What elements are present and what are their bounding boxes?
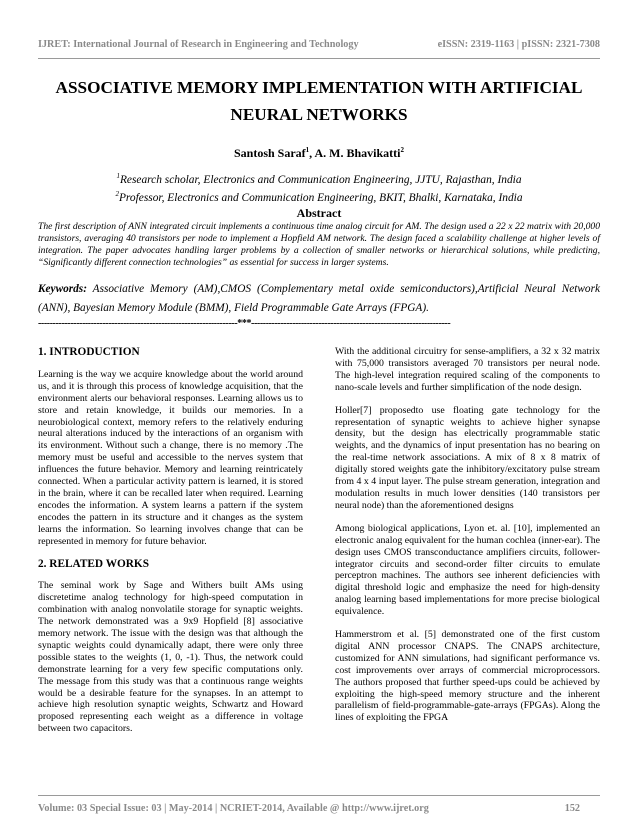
header-rule <box>38 58 600 59</box>
affiliation-1-text: Research scholar, Electronics and Communication Engineering, JJTU, Rajasthan, India <box>119 173 522 186</box>
intro-heading: 1. INTRODUCTION <box>38 346 140 358</box>
authors <box>38 146 600 161</box>
journal-name: IJRET: International Journal of Research in Engineering and Technology <box>38 39 359 50</box>
right-paragraph-4: Hammerstrom et al. [5] demonstrated one of the first custom digital ANN processor CNAPS. The CNAPS architecture, customized for ANN simulations, had significant performance vs. cost improvements over arrays of commercial microprocessors. The authors proposed that further speed-ups could be achieved by exploiting the high-speed memory structure and the inherent parallelism of field-programmable-gate-arrays (FPGAs). Along the lines of exploiting the FPGA <box>335 629 600 724</box>
issn: eISSN: 2319-1163 | pISSN: 2321-7308 <box>437 39 600 50</box>
affiliations <box>38 169 600 205</box>
author-1-sup: 1 <box>305 146 310 154</box>
title-line-2: NEURAL NETWORKS <box>230 105 408 124</box>
affiliation-2 <box>38 187 600 205</box>
running-footer <box>38 803 580 814</box>
abstract-heading: Abstract <box>296 206 342 220</box>
affiliation-2-text: Professor, Electronics and Communication Engineering, BKIT, Bhalki, Karnataka, India <box>118 191 523 204</box>
running-header <box>38 39 600 50</box>
left-column <box>38 340 303 746</box>
related-heading: 2. RELATED WORKS <box>38 557 150 570</box>
paper-title <box>38 74 600 128</box>
keywords-label: Keywords: <box>38 283 87 295</box>
right-paragraph-2: Holler[7] proposedto use floating gate technology for the representation of synaptic weights to achieve higher synapse density, but the design has electrically programmable static weights, and the dynamics of input presentation has no bearing on the real-time network associations. A mix of 8 x 8 matrix of digitally stored weights gate the inhibitory/excitatory pulse stream from 4 x 4 input layer. The pulse stream generation, integration and modulation results in much lower densities (140 transistors per neural node) than the aforementioned designs <box>335 404 600 511</box>
intro-paragraph: Learning is the way we acquire knowledge about the world around us, and it is through this process of knowledge acquisition, that the environment alerts our behavioral responses. Learning allows us to store and retain knowledge, it builds our memories. In a neurobiological context, memory refers to the relatively enduring neural alterations induced by the interactions of an organism with its environment. Without such a change, there is no memory .The memory must be useful and accessible to the nerves system that influences the future behavior. Memory and learning reintricately connected. When a particular activity pattern is learned, it is stored in the brain, where it can be recalled later when required. Learning encodes the information. A system learns a pattern if the system encodes the pattern in its structure and it changes as the system learns the information. So learning involves change that can be represented in memory for future behavior. <box>38 368 303 547</box>
author-2: A. M. Bhavikatti <box>314 146 401 160</box>
affiliation-1-sup: 1 <box>116 172 120 180</box>
section-separator: --------------------------------------------------------------------***-------------------------------------------------------------------- <box>38 318 451 329</box>
keywords-text: Associative Memory (AM),CMOS (Complementary metal oxide semiconductors),Artificial Neural Network (ANN), Bayesian Memory Module (BMM), Field Programmable Gate Arrays (FPGA). <box>38 283 600 314</box>
right-paragraph-1: With the additional circuitry for sense-amplifiers, a 32 x 32 matrix with 75,000 transistors averaged 70 transistors per neural node. The high-level integration required scaling of the components to nano-scale levels and further simplification of the node design. <box>335 346 600 393</box>
right-column <box>335 346 600 735</box>
title-line-1: ASSOCIATIVE MEMORY IMPLEMENTATION WITH ARTIFICIAL <box>55 78 583 97</box>
related-paragraph: The seminal work by Sage and Withers built AMs using discretetime analog technology for high-speed computation in combination with analog nonvolatile storage for synaptic weights. The network demonstrated was a 9x9 Hopfield [8] associative memory network. The issue with the design was that although the synaptic weights could dynamically adapt, there were only three possible states to the weights (1, 0, -1). Thus, the network could demonstrate learning for a very few specific computations only. The message from this study was that a continuous range weights would be a desirable feature for the synapses. In an attempt to achieve high resolution synaptic weights, Schwartz and Howard proposed representing each weight as a difference in voltage between two capacitors. <box>38 580 303 735</box>
keywords <box>38 280 600 317</box>
author-2-sup: 2 <box>400 146 405 154</box>
footer-volume: Volume: 03 Special Issue: 03 | May-2014 | NCRIET-2014, Available @ http://www.ijret.org <box>38 803 429 814</box>
author-1: Santosh Saraf <box>233 146 306 160</box>
affiliation-2-sup: 2 <box>115 189 119 198</box>
author-separator: , <box>309 146 315 160</box>
affiliation-1 <box>38 169 600 187</box>
abstract-text: The first description of ANN integrated circuit implements a continuous time analog circuit for AM. The design used a 22 x 22 matrix with 20,000 transistors, averaging 40 transistors per node to implement a Hopfield AM network. The design faced a scalability challenge at higher levels of integration. The paper advocates handling larger problems by a collection of smaller networks or hierarchical solutions, while predicting, “Significantly different connection technologies” as essential for success in larger systems. <box>38 221 600 268</box>
page-number: 152 <box>564 803 580 814</box>
right-paragraph-3: Among biological applications, Lyon et. al. [10], implemented an electronic analog equivalent for the human cochlea (inner-ear). The design uses CMOS transconductance amplifiers circuits, follower-integrator circuits and second-order filter circuits to emulate perceptron machines. The authors see inherent deficiencies with digital threshold logic and emphasize the need for high-density analog learning based implementations for more precise biological equivalence. <box>335 522 600 618</box>
footer-rule <box>38 795 600 796</box>
